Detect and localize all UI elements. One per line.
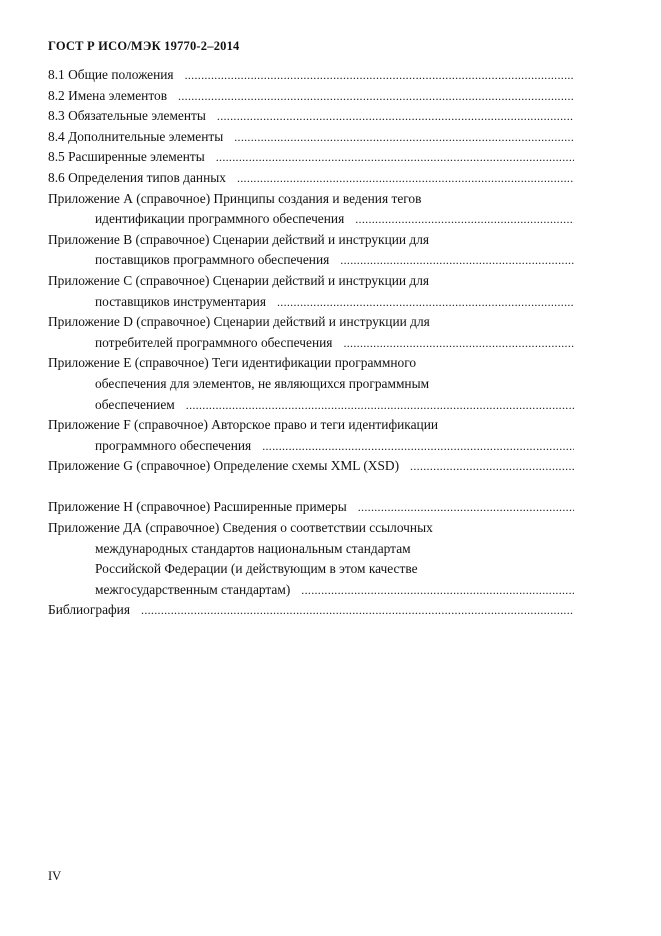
toc-entry-text: 8.1 Общие положения <box>48 67 174 82</box>
toc-entry-appendix-e[interactable] <box>48 355 574 417</box>
toc-entry-text: Приложение F (справочное) Авторское право и теги идентификации <box>48 417 439 433</box>
toc-entry-text: международных стандартов национальным стандартам <box>95 540 411 556</box>
toc-entry-text: поставщиков инструментария <box>95 293 266 309</box>
table-of-contents <box>48 67 574 623</box>
dot-leader <box>358 500 574 515</box>
toc-entry-text: идентификации программного обеспечения <box>95 211 345 227</box>
toc-entry-text: потребителей программного обеспечения <box>95 334 333 350</box>
toc-entry-text: межгосударственным стандартам) <box>95 581 291 597</box>
toc-entry-text: Приложение ДА (справочное) Сведения о соответствии ссылочных <box>48 520 433 536</box>
toc-entry-text: 8.4 Дополнительные элементы <box>48 128 224 144</box>
toc-entry-text: Приложение Е (справочное) Теги идентификации программного <box>48 355 417 371</box>
toc-entry-text: поставщиков программного обеспечения <box>95 252 330 268</box>
toc-entry-text: Библиография <box>48 602 131 618</box>
toc-entry-text: 8.6 Определения типов данных <box>48 169 226 185</box>
toc-entry-appendix-a[interactable] <box>48 191 574 232</box>
toc-entry-text: Приложение G (справочное) Определение схемы XML (XSD) <box>48 458 400 474</box>
dot-leader <box>185 68 574 83</box>
dot-leader <box>301 583 574 598</box>
toc-entry-8-4[interactable] <box>48 129 574 150</box>
toc-entry-text: Приложение А (справочное) Принципы создания и ведения тегов <box>48 190 422 206</box>
dot-leader <box>216 150 574 165</box>
toc-entry-appendix-h[interactable] <box>48 499 574 520</box>
toc-entry-appendix-b[interactable] <box>48 232 574 273</box>
toc-entry-text: Российской Федерации (и действующим в этом качестве <box>95 561 418 577</box>
toc-entry-appendix-da[interactable] <box>48 520 574 602</box>
toc-entry-8-6[interactable] <box>48 170 574 191</box>
toc-entry-8-2[interactable] <box>48 88 574 109</box>
toc-entry-text: программного обеспечения <box>95 437 252 453</box>
toc-entry-8-3[interactable] <box>48 108 574 129</box>
toc-entry-text: 8.2 Имена элементов <box>48 87 168 103</box>
dot-leader <box>237 171 574 186</box>
toc-entry-appendix-c[interactable] <box>48 273 574 314</box>
toc-entry-text: 8.3 Обязательные элементы <box>48 108 206 124</box>
dot-leader <box>277 295 574 310</box>
page-number: IV <box>48 869 62 883</box>
toc-entry-appendix-f[interactable] <box>48 417 574 458</box>
toc-entry-text: Приложение D (справочное) Сценарии действий и инструкции для <box>48 314 430 330</box>
dot-leader <box>410 459 574 474</box>
document-header: ГОСТ Р ИСО/МЭК 19770-2–2014 <box>48 39 240 53</box>
dot-leader <box>141 603 574 618</box>
toc-entry-text: Приложение Н (справочное) Расширенные примеры <box>48 499 347 515</box>
toc-entry-appendix-g[interactable] <box>48 458 574 479</box>
dot-leader <box>343 336 574 351</box>
toc-entry-bibliography[interactable] <box>48 602 574 623</box>
dot-leader <box>178 89 574 104</box>
dot-leader <box>262 439 574 454</box>
toc-entry-text: Приложение В (справочное) Сценарии действий и инструкции для <box>48 231 430 247</box>
toc-entry-text: 8.5 Расширенные элементы <box>48 149 205 165</box>
dot-leader <box>340 253 574 268</box>
toc-entry-text: Приложение С (справочное) Сценарии действий и инструкции для <box>48 272 430 288</box>
spacer <box>48 479 574 500</box>
toc-entry-appendix-d[interactable] <box>48 314 574 355</box>
toc-entry-8-5[interactable] <box>48 149 574 170</box>
toc-entry-text: обеспечения для элементов, не являющихся программным <box>95 375 430 391</box>
toc-entry-8-1[interactable] <box>48 67 574 88</box>
dot-leader <box>217 109 574 124</box>
dot-leader <box>234 130 574 145</box>
dot-leader <box>355 212 574 227</box>
toc-entry-text: обеспечением <box>95 396 175 412</box>
dot-leader <box>186 398 574 413</box>
